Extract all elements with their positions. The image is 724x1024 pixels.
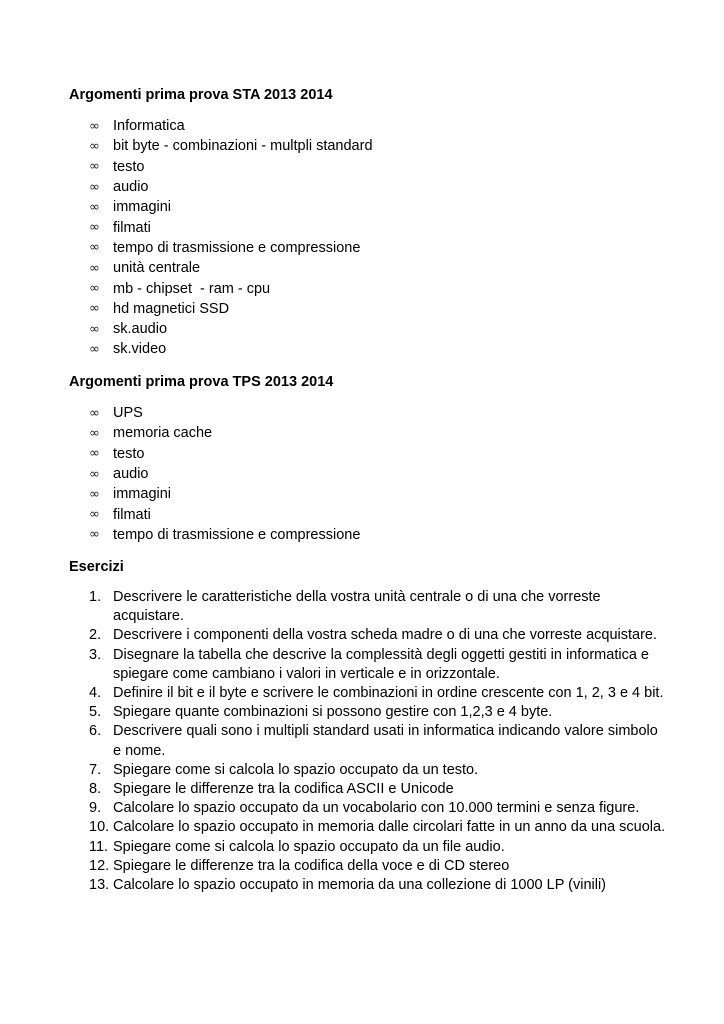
list-item: ∞ filmati	[89, 506, 151, 523]
exercise-item: 13. Calcolare lo spazio occupato in memoria da una collezione di 1000 LP (vinili)	[89, 877, 607, 894]
list-item: ∞ audio	[89, 179, 149, 196]
list-item: ∞ sk.audio	[89, 321, 168, 338]
list-item: ∞ unità centrale	[89, 260, 201, 277]
exercise-item: 1. Descrivere le caratteristiche della vostra unità centrale o di una che vorreste acquistare.	[89, 589, 601, 625]
exercise-item: 9. Calcolare lo spazio occupato da un vocabolario con 10.000 termini e senza figure.	[89, 800, 640, 817]
infinity-bullet-icon: ∞	[89, 486, 100, 502]
infinity-bullet-icon: ∞	[89, 118, 100, 134]
list-item: ∞ audio	[89, 466, 149, 483]
infinity-bullet-icon: ∞	[89, 466, 100, 482]
list-item: ∞ sk.video	[89, 341, 167, 358]
infinity-bullet-icon: ∞	[89, 507, 100, 523]
infinity-bullet-icon: ∞	[89, 321, 100, 337]
infinity-bullet-icon: ∞	[89, 240, 100, 256]
infinity-bullet-icon: ∞	[89, 301, 100, 317]
topic-list-sta	[89, 116, 373, 360]
exercise-item: 12. Spiegare le differenze tra la codifica della voce e di CD stereo	[89, 857, 510, 874]
list-item: ∞ Informatica	[89, 118, 185, 135]
exercise-item: 4. Definire il bit e il byte e scrivere le combinazioni in ordine crescente con 1, 2, 3 e 4 bit.	[89, 685, 664, 702]
section-title-sta: Argomenti prima prova STA 2013 2014	[69, 87, 333, 103]
infinity-bullet-icon: ∞	[89, 138, 100, 154]
list-item: ∞ immagini	[89, 199, 172, 216]
list-item: ∞ tempo di trasmissione e compressione	[89, 239, 361, 256]
infinity-bullet-icon: ∞	[89, 281, 100, 297]
exercise-item: 7. Spiegare come si calcola lo spazio occupato da un testo.	[89, 761, 479, 778]
exercise-item: 6. Descrivere quali sono i multipli standard usati in informatica indicando valore simbolo e nome.	[89, 723, 658, 759]
list-item: ∞ UPS	[89, 405, 143, 422]
infinity-bullet-icon: ∞	[89, 341, 100, 357]
exercise-item: 5. Spiegare quante combinazioni si possono gestire con 1,2,3 e 4 byte.	[89, 704, 553, 721]
list-item: ∞ mb - chipset - ram - cpu	[89, 280, 271, 297]
section-title-tps: Argomenti prima prova TPS 2013 2014	[69, 374, 334, 390]
list-item: ∞ filmati	[89, 219, 151, 236]
exercise-item: 11. Spiegare come si calcola lo spazio occupato da un file audio.	[89, 838, 505, 855]
infinity-bullet-icon: ∞	[89, 446, 100, 462]
list-item: ∞ memoria cache	[89, 425, 213, 442]
section-title-exercises: Esercizi	[69, 559, 124, 575]
exercise-item: 8. Spiegare le differenze tra la codifica ASCII e Unicode	[89, 781, 454, 798]
list-item: ∞ testo	[89, 445, 145, 462]
infinity-bullet-icon: ∞	[89, 179, 100, 195]
list-item: ∞ immagini	[89, 486, 172, 503]
exercise-list	[89, 588, 669, 895]
infinity-bullet-icon: ∞	[89, 405, 100, 421]
exercise-item: 2. Descrivere i componenti della vostra scheda madre o di una che vorreste acquistare.	[89, 627, 658, 644]
infinity-bullet-icon: ∞	[89, 527, 100, 543]
topic-list-tps	[89, 403, 360, 545]
list-item: ∞ bit byte - combinazioni - multpli standard	[89, 138, 373, 155]
list-item: ∞ tempo di trasmissione e compressione	[89, 526, 361, 543]
infinity-bullet-icon: ∞	[89, 159, 100, 175]
exercise-item: 10. Calcolare lo spazio occupato in memoria dalle circolari fatte in un anno da una scuola.	[89, 819, 666, 836]
infinity-bullet-icon: ∞	[89, 260, 100, 276]
infinity-bullet-icon: ∞	[89, 425, 100, 441]
list-item: ∞ hd magnetici SSD	[89, 300, 230, 317]
exercise-item: 3. Disegnare la tabella che descrive la complessità degli oggetti gestiti in informatica e spiegare come cambiano i valori in verticale e in orizzontale.	[89, 646, 649, 682]
infinity-bullet-icon: ∞	[89, 220, 100, 236]
list-item: ∞ testo	[89, 158, 145, 175]
infinity-bullet-icon: ∞	[89, 199, 100, 215]
